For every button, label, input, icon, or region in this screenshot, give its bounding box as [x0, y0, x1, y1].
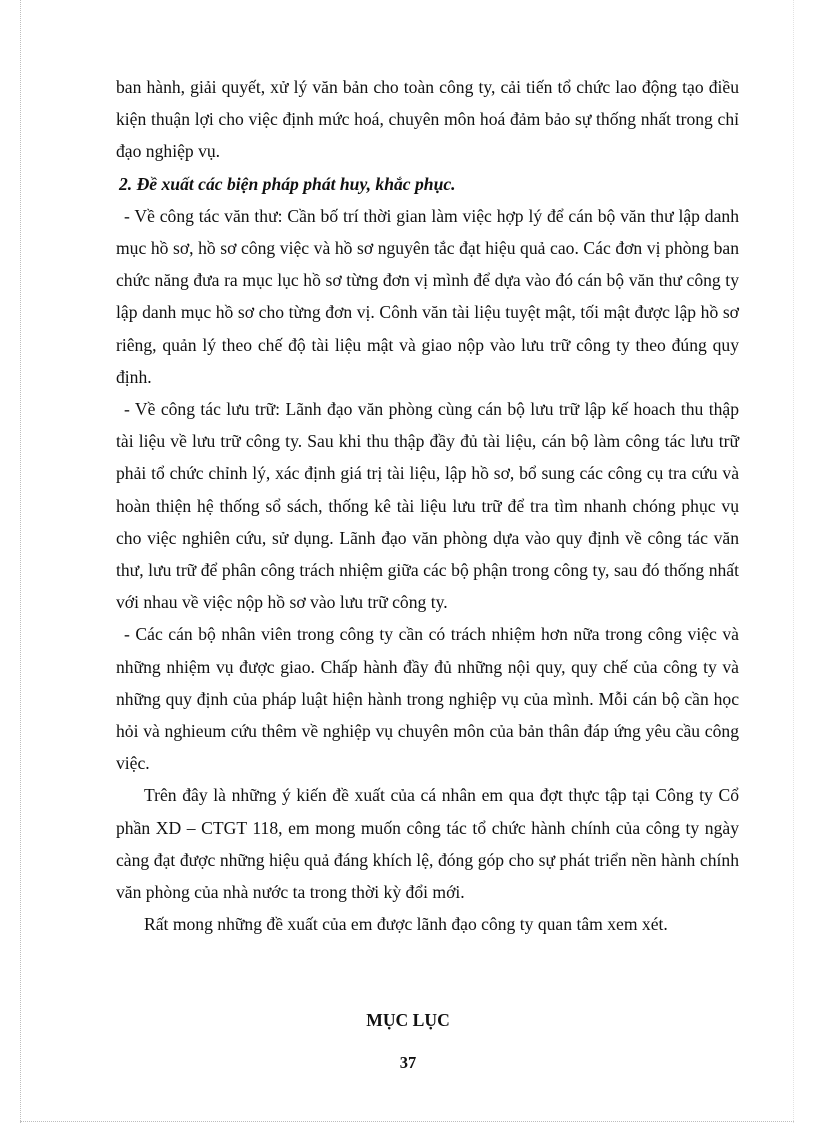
bullet-clerical-work: - Về công tác văn thư: Cần bố trí thời gian làm việc hợp lý để cán bộ văn thư lập danh mục hồ sơ, hồ sơ công việc và hồ sơ nguyên tắc đạt hiệu quả cao. Các đơn vị phòng ban chức năng đưa ra mục lục hồ sơ từng đơn vị mình để dựa vào đó cán bộ văn thư công ty lập danh mục hồ sơ cho từng đơn vị. Cônh văn tài liệu tuyệt mật, tối mật được lập hồ sơ riêng, quản lý theo chế độ tài liệu mật và giao nộp vào lưu trữ công ty theo đúng quy định. [116, 205, 739, 387]
bullet-staff-responsibility: - Các cán bộ nhân viên trong công ty cần có trách nhiệm hơn nữa trong công việc và những nhiệm vụ được giao. Chấp hành đầy đủ những nội quy, quy chế của công ty và những quy định của pháp luật hiện hành trong nghiệp vụ của mình. Mỗi cán bộ cần học hỏi và nghieum cứu thêm về nghiệp vụ chuyên môn của bản thân đáp ứng yêu cầu công việc. [116, 624, 739, 774]
paragraph-conclusion: Trên đây là những ý kiến đề xuất của cá nhân em qua đợt thực tập tại Công ty Cổ phần XD – CTGT 118, em mong muốn công tác tổ chức hành chính của công ty ngày càng đạt được những hiệu quả đáng khích lệ, đóng góp cho sự phát triển nền hành chính văn phòng của nhà nước ta trong thời kỳ đổi mới. [116, 785, 739, 903]
body-text [116, 71, 739, 940]
table-of-contents-heading: MỤC LỤC [366, 1010, 450, 1030]
section-heading: 2. Đề xuất các biện pháp phát huy, khắc phục. [119, 173, 456, 194]
page-border-bottom [20, 1121, 794, 1122]
paragraph-closing: Rất mong những đề xuất của em được lãnh đạo công ty quan tâm xem xét. [144, 914, 668, 935]
page-number: 37 [399, 1053, 417, 1072]
page-border-left [20, 0, 21, 1123]
page-border-right [793, 0, 794, 1123]
paragraph-continuation: ban hành, giải quyết, xử lý văn bản cho toàn công ty, cải tiến tổ chức lao động tạo điều kiện thuận lợi cho việc định mức hoá, chuyên môn hoá đảm bảo sự thống nhất trong chỉ đạo nghiệp vụ. [116, 77, 739, 162]
bullet-archive-work: - Về công tác lưu trữ: Lãnh đạo văn phòng cùng cán bộ lưu trữ lập kế hoach thu thập tài liệu về lưu trữ công ty. Sau khi thu thập đầy đủ tài liệu, cán bộ làm công tác lưu trữ phải tổ chức chỉnh lý, xác định giá trị tài liệu, lập hồ sơ, bổ sung các công cụ tra cứu và hoàn thiện hệ thống sổ sách, thống kê tài liệu lưu trữ để tra tìm nhanh chóng phục vụ cho việc nghiên cứu, sử dụng. Lãnh đạo văn phòng dựa vào quy định về công tác văn thư, lưu trữ để phân công trách nhiệm giữa các bộ phận trong công ty, sau đó thống nhất với nhau về việc nộp hồ sơ vào lưu trữ công ty. [116, 399, 739, 613]
